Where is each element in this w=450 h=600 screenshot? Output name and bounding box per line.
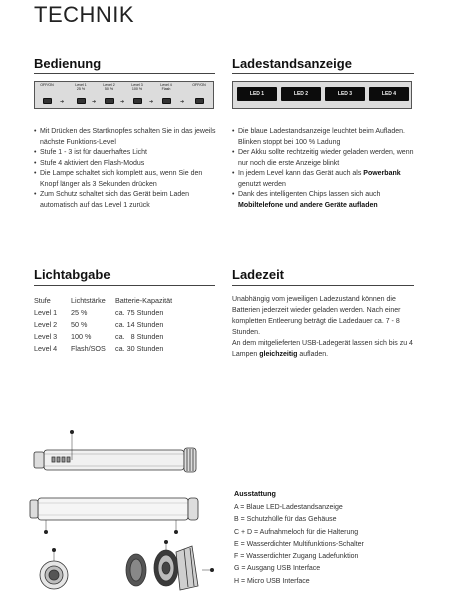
text-run: An dem mitgelieferten USB-Ladegerät lassen sich bis zu 4 Lampen (232, 340, 413, 358)
led-indicator: LED 4 (369, 87, 409, 101)
ausstattung-list (234, 502, 364, 588)
list-item: B = Schutzhülle für das Gehäuse (234, 516, 337, 524)
switch-button-icon (133, 98, 142, 104)
list-item: • Zum Schutz schaltet sich das Gerät beim Laden automatisch auf das Level 1 zurück (34, 190, 220, 211)
paragraph (232, 338, 422, 360)
bedienung-list (34, 127, 220, 211)
led-indicator: LED 2 (281, 87, 321, 101)
switch-label: Level 4 Flash (160, 83, 172, 91)
switch-button-icon (162, 98, 171, 104)
list-item: E = Wasserdichter Multifunktions-Schalter (234, 540, 364, 548)
switch-label: Level 1 25 % (75, 83, 87, 91)
list-item: H = Micro USB Interface (234, 577, 310, 585)
powerbank-emphasis: Powerbank (363, 170, 401, 177)
bedienung-divider (34, 73, 215, 74)
table-cell: ca. 30 Stunden (115, 344, 164, 353)
ausstattung-heading: Ausstattung (234, 489, 276, 498)
switch-label: OFF/ON (40, 83, 54, 87)
product-drawing (16, 420, 216, 600)
table-cell: Level 4 (34, 344, 58, 353)
list-item: A = Blaue LED-Ladestandsanzeige (234, 504, 343, 511)
arrow-right-icon: ➜ (120, 99, 125, 105)
led-indicator: LED 1 (237, 87, 277, 101)
lamp-charging-port-illustration (126, 540, 214, 590)
ladestand-list (232, 127, 422, 211)
page-title: TECHNIK (34, 2, 135, 27)
ladezeit-heading: Ladezeit (232, 267, 285, 282)
list-item: • Stufe 1 - 3 ist für dauerhaftes Licht (34, 148, 220, 159)
list-item: G = Ausgang USB Interface (234, 565, 321, 573)
mobile-charging-emphasis: Mobiltelefone und andere Geräte aufladen (238, 201, 378, 209)
table-cell: ca. 14 Stunden (115, 320, 164, 329)
lamp-tube-top-illustration (34, 430, 196, 472)
switch-label: OFF/ON (192, 83, 206, 87)
ladestand-divider (232, 73, 414, 74)
table-cell: ca. 75 Stunden (115, 308, 164, 317)
column-header: Batterie-Kapazität (115, 296, 173, 305)
text-run: In jedem Level kann das Gerät auch als (238, 170, 364, 177)
table-cell: Level 1 (34, 308, 58, 317)
table-row (34, 331, 172, 343)
switch-button-icon (43, 98, 52, 104)
ladezeit-body (232, 294, 422, 360)
text-run: aufladen. (297, 351, 329, 358)
table-cell: 50 % (71, 320, 88, 329)
list-item: • Stufe 4 aktiviert den Flash-Modus (34, 159, 220, 170)
table-cell: Level 2 (34, 320, 58, 329)
table-row (34, 307, 172, 319)
switch-label: Level 3 100 % (131, 83, 143, 91)
list-item: • Der Akku sollte rechtzeitig wieder geladen werden, wenn nur noch die erste Anzeige blinkt (232, 148, 422, 169)
list-item: • Die Lampe schaltet sich komplett aus, wenn Sie den Knopf länger als 3 Sekunden drücken (34, 169, 220, 190)
simultaneous-emphasis: gleichzeitig (259, 351, 298, 358)
table-row (34, 343, 172, 355)
lichtabgabe-divider (34, 285, 215, 286)
switch-label: Level 2 50 % (103, 83, 115, 91)
ladezeit-divider (232, 285, 414, 286)
table-cell: Level 3 (34, 332, 58, 341)
ladestand-heading: Ladestandsanzeige (232, 56, 352, 71)
bedienung-heading: Bedienung (34, 56, 102, 71)
light-output-table (34, 295, 172, 355)
text-run: Dank des intelligenten Chips lassen sich auch (238, 191, 381, 198)
list-item: F = Wasserdichter Zugang Ladefunktion (234, 553, 359, 561)
list-item: C + D = Aufnahmeloch für die Halterung (234, 528, 359, 536)
led-indicator: LED 3 (325, 87, 365, 101)
paragraph: Unabhängig vom jeweiligen Ladezustand können die Batterien jederzeit wieder geladen werden. Nach einer kompletten Entleerung beträgt die Ladedauer ca. 7 - 8 Stunden. (232, 296, 401, 336)
list-item: • Die blaue Ladestandsanzeige leuchtet beim Aufladen. Blinken stoppt bei 100 % Ladung (232, 127, 422, 148)
arrow-right-icon: ➜ (92, 99, 97, 105)
lamp-end-cap-illustration (40, 548, 68, 589)
table-cell: Flash/SOS (71, 344, 106, 353)
list-item: • Mit Drücken des Startknopfes schalten Sie in das jeweils nächste Funktions-Level (34, 127, 220, 148)
list-item (232, 169, 422, 190)
text-run: genutzt werden (238, 180, 286, 188)
table-header-row (34, 295, 172, 307)
table-cell: 100 % (71, 332, 92, 341)
led-indicator-diagram (232, 81, 412, 109)
lamp-tube-side-illustration (30, 498, 198, 534)
table-row (34, 319, 172, 331)
switch-button-icon (77, 98, 86, 104)
list-item (232, 190, 422, 211)
arrow-right-icon: ➜ (180, 99, 185, 105)
switch-diagram (34, 81, 214, 109)
arrow-right-icon: ➜ (60, 99, 65, 105)
lichtabgabe-heading: Lichtabgabe (34, 267, 111, 282)
table-cell: 25 % (71, 308, 88, 317)
switch-button-icon (195, 98, 204, 104)
column-header: Stufe (34, 296, 51, 305)
arrow-right-icon: ➜ (149, 99, 154, 105)
table-cell: ca. 8 Stunden (115, 332, 164, 341)
column-header: Lichtstärke (71, 296, 106, 305)
switch-button-icon (105, 98, 114, 104)
